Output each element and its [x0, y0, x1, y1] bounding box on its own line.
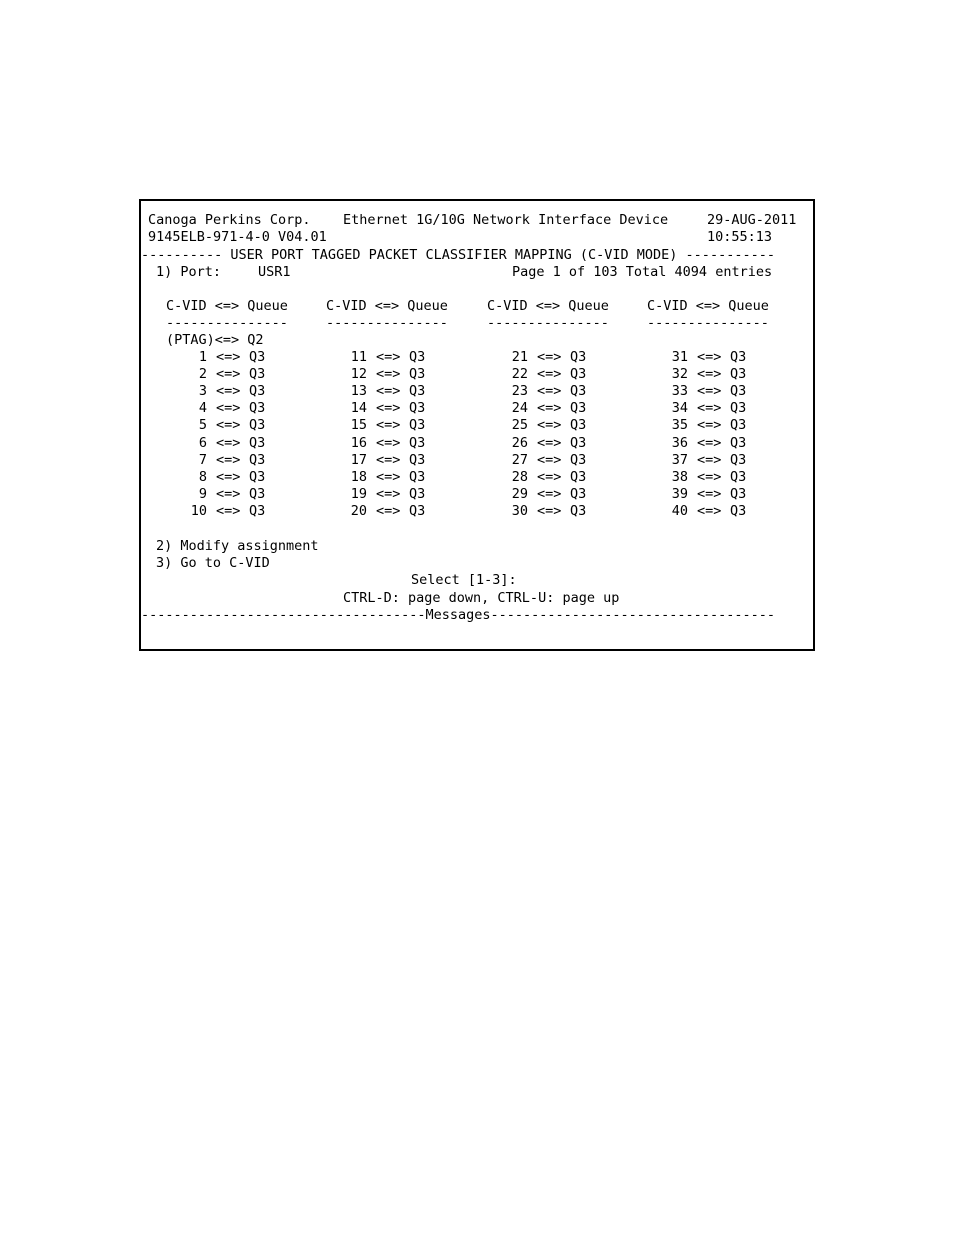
cvid-value: 4 — [198, 400, 207, 417]
port-value: USR1 — [258, 264, 291, 280]
messages-separator — [141, 607, 813, 624]
paging-help-line — [141, 590, 813, 607]
menu-modify-line — [141, 538, 813, 555]
mapping-arrow: <=> — [537, 451, 562, 468]
queue-value: Q3 — [249, 434, 266, 451]
cvid-value: 38 — [671, 468, 688, 485]
cvid-value: 21 — [511, 349, 528, 365]
mapping-arrow: <=> — [537, 485, 562, 502]
mapping-arrow: <=> — [537, 502, 562, 519]
queue-value: Q3 — [570, 366, 587, 383]
queue-value: Q3 — [570, 485, 587, 502]
queue-value: Q3 — [570, 434, 587, 451]
mapping-arrow: <=> — [697, 451, 722, 468]
cvid-value: 28 — [511, 468, 528, 485]
cvid-value: 13 — [350, 383, 367, 400]
mapping-arrow: <=> — [216, 400, 241, 417]
mapping-arrow: <=> — [697, 485, 722, 502]
table-row — [141, 400, 813, 417]
goto-cvid-option[interactable]: 3) Go to C-VID — [156, 555, 270, 571]
queue-value: Q3 — [249, 468, 266, 485]
queue-value: Q3 — [249, 417, 266, 434]
system-time: 10:55:13 — [707, 229, 773, 245]
mapping-arrow: <=> — [216, 383, 241, 400]
port-menu-option[interactable]: 1) Port: — [156, 264, 222, 280]
queue-value: Q3 — [730, 485, 747, 502]
queue-value: Q3 — [730, 451, 747, 468]
product-name: Ethernet 1G/10G Network Interface Device — [343, 212, 669, 228]
mapping-arrow: <=> — [376, 451, 401, 468]
mapping-arrow: <=> — [697, 383, 722, 400]
paging-info: Page 1 of 103 Total 4094 entries — [512, 264, 773, 280]
cvid-value: 11 — [350, 349, 367, 365]
queue-value: Q3 — [409, 451, 426, 468]
cvid-value: 29 — [511, 485, 528, 502]
queue-value: Q3 — [249, 383, 266, 400]
mapping-arrow: <=> — [216, 502, 241, 519]
mapping-arrow: <=> — [697, 502, 722, 519]
cvid-value: 18 — [350, 468, 367, 485]
ptag-row — [141, 332, 813, 349]
cvid-value: 5 — [198, 417, 207, 434]
cvid-value: 39 — [671, 485, 688, 502]
screen-title — [141, 247, 813, 264]
queue-value: Q3 — [570, 400, 587, 417]
cvid-value: 40 — [671, 502, 688, 519]
cvid-value: 35 — [671, 417, 688, 434]
column-rule: --------------- — [326, 315, 448, 331]
column-rule: --------------- — [487, 315, 609, 331]
column-header: C-VID <=> Queue — [487, 298, 609, 314]
modify-assignment-option[interactable]: 2) Modify assignment — [156, 538, 319, 554]
queue-value: Q3 — [570, 383, 587, 400]
cvid-value: 6 — [198, 434, 207, 451]
cvid-value: 34 — [671, 400, 688, 417]
queue-value: Q3 — [730, 366, 747, 383]
mapping-arrow: <=> — [537, 383, 562, 400]
queue-value: Q3 — [730, 383, 747, 400]
mapping-arrow: <=> — [697, 468, 722, 485]
column-rule: --------------- — [166, 315, 288, 331]
column-header: C-VID <=> Queue — [647, 298, 769, 314]
menu-goto-line — [141, 555, 813, 572]
mapping-arrow: <=> — [216, 485, 241, 502]
queue-value: Q3 — [730, 468, 747, 485]
mapping-arrow: <=> — [697, 349, 722, 365]
cvid-value: 10 — [190, 502, 207, 519]
cvid-value: 33 — [671, 383, 688, 400]
cvid-value: 22 — [511, 366, 528, 383]
mapping-arrow: <=> — [216, 417, 241, 434]
mapping-arrow: <=> — [216, 366, 241, 383]
mapping-arrow: <=> — [376, 400, 401, 417]
queue-value: Q3 — [730, 434, 747, 451]
ptag-mapping: (PTAG)<=> Q2 — [166, 332, 264, 348]
mapping-arrow: <=> — [376, 434, 401, 451]
system-date: 29-AUG-2011 — [707, 212, 797, 228]
mapping-arrow: <=> — [697, 400, 722, 417]
queue-value: Q3 — [570, 349, 587, 365]
port-line — [141, 264, 813, 281]
cvid-value: 16 — [350, 434, 367, 451]
firmware-version: 9145ELB-971-4-0 V04.01 — [148, 229, 327, 245]
queue-value: Q3 — [249, 451, 266, 468]
cvid-value: 8 — [198, 468, 207, 485]
mapping-arrow: <=> — [376, 485, 401, 502]
queue-value: Q3 — [409, 468, 426, 485]
column-header: C-VID <=> Queue — [166, 298, 288, 314]
queue-value: Q3 — [409, 383, 426, 400]
mapping-arrow: <=> — [697, 417, 722, 434]
cvid-value: 2 — [198, 366, 207, 383]
cvid-value: 3 — [198, 383, 207, 400]
table-row — [141, 452, 813, 469]
mapping-arrow: <=> — [216, 434, 241, 451]
queue-value: Q3 — [409, 366, 426, 383]
cvid-value: 37 — [671, 451, 688, 468]
cvid-value: 25 — [511, 417, 528, 434]
cvid-value: 32 — [671, 366, 688, 383]
queue-value: Q3 — [249, 366, 266, 383]
cvid-value: 20 — [350, 502, 367, 519]
table-row — [141, 486, 813, 503]
mapping-arrow: <=> — [537, 366, 562, 383]
queue-value: Q3 — [409, 485, 426, 502]
mapping-arrow: <=> — [537, 417, 562, 434]
column-rule: --------------- — [647, 315, 769, 331]
mapping-arrow: <=> — [697, 366, 722, 383]
cvid-value: 12 — [350, 366, 367, 383]
queue-value: Q3 — [409, 502, 426, 519]
queue-value: Q3 — [409, 417, 426, 434]
queue-value: Q3 — [730, 400, 747, 417]
paging-help: CTRL-D: page down, CTRL-U: page up — [343, 590, 620, 606]
cvid-value: 24 — [511, 400, 528, 417]
header-line-2 — [141, 229, 813, 246]
company-name: Canoga Perkins Corp. — [148, 212, 311, 228]
queue-value: Q3 — [570, 468, 587, 485]
cvid-value: 23 — [511, 383, 528, 400]
mapping-arrow: <=> — [537, 468, 562, 485]
mapping-arrow: <=> — [376, 383, 401, 400]
queue-value: Q3 — [730, 502, 747, 519]
cvid-value: 36 — [671, 434, 688, 451]
table-row — [141, 469, 813, 486]
table-row — [141, 503, 813, 520]
queue-value: Q3 — [409, 400, 426, 417]
mapping-arrow: <=> — [376, 468, 401, 485]
table-row — [141, 366, 813, 383]
mapping-arrow: <=> — [537, 349, 562, 365]
terminal-screen — [139, 199, 815, 651]
cvid-value: 27 — [511, 451, 528, 468]
queue-value: Q3 — [570, 417, 587, 434]
column-headers — [141, 298, 813, 315]
queue-value: Q3 — [249, 502, 266, 519]
cvid-value: 30 — [511, 502, 528, 519]
queue-value: Q3 — [409, 349, 426, 365]
queue-value: Q3 — [249, 485, 266, 502]
cvid-value: 7 — [198, 451, 207, 468]
table-row — [141, 383, 813, 400]
mapping-arrow: <=> — [216, 468, 241, 485]
table-row — [141, 417, 813, 434]
select-prompt-line — [141, 572, 813, 589]
mapping-arrow: <=> — [376, 349, 401, 365]
cvid-value: 26 — [511, 434, 528, 451]
mapping-arrow: <=> — [216, 451, 241, 468]
table-row — [141, 435, 813, 452]
cvid-value: 19 — [350, 485, 367, 502]
queue-value: Q3 — [730, 417, 747, 434]
cvid-value: 15 — [350, 417, 367, 434]
mapping-arrow: <=> — [376, 366, 401, 383]
queue-value: Q3 — [570, 502, 587, 519]
queue-value: Q3 — [249, 349, 266, 365]
queue-value: Q3 — [249, 400, 266, 417]
column-rules — [141, 315, 813, 332]
mapping-arrow: <=> — [697, 434, 722, 451]
cvid-value: 14 — [350, 400, 367, 417]
mapping-arrow: <=> — [376, 502, 401, 519]
messages-line: -----------------------------------Messages----------------------------------- — [141, 607, 775, 623]
queue-value: Q3 — [570, 451, 587, 468]
mapping-arrow: <=> — [216, 349, 241, 365]
cvid-value: 1 — [198, 349, 207, 365]
column-header: C-VID <=> Queue — [326, 298, 448, 314]
queue-value: Q3 — [409, 434, 426, 451]
screen-title-text: ---------- USER PORT TAGGED PACKET CLASSIFIER MAPPING (C-VID MODE) ----------- — [141, 247, 775, 263]
mapping-arrow: <=> — [537, 400, 562, 417]
table-row — [141, 349, 813, 366]
mapping-arrow: <=> — [376, 417, 401, 434]
header-line-1 — [141, 212, 813, 229]
select-prompt[interactable]: Select [1-3]: — [411, 572, 517, 588]
cvid-value: 9 — [198, 485, 207, 502]
mapping-arrow: <=> — [537, 434, 562, 451]
cvid-value: 17 — [350, 451, 367, 468]
cvid-value: 31 — [671, 349, 688, 365]
queue-value: Q3 — [730, 349, 747, 365]
